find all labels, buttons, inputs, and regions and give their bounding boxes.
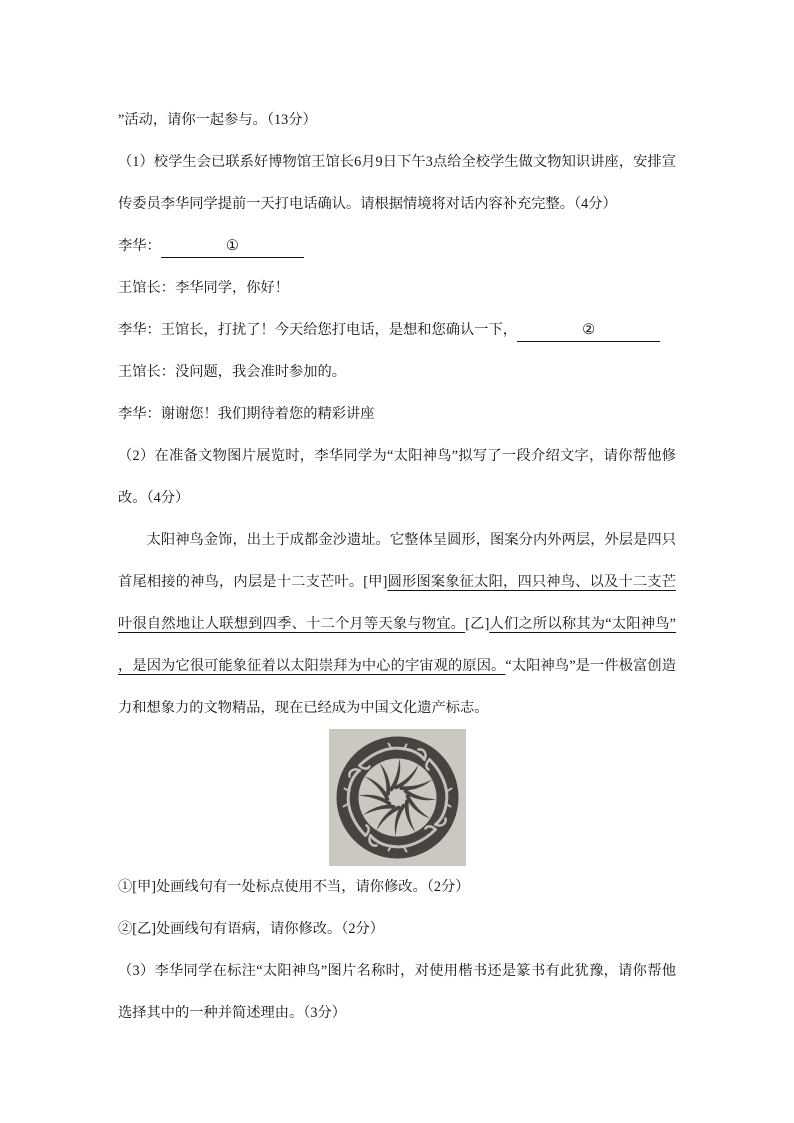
text-run: 李华：: [118, 238, 161, 254]
text-run: ①[甲]处画线句有一处标点使用不当，请你修改。（2分）: [118, 879, 470, 895]
answer-blank: ②: [517, 320, 660, 342]
text-run: （2）在准备文物图片展览时，李华同学为“太阳神鸟”拟写了一段介绍文字，请你帮他修改。（4分）: [118, 448, 676, 506]
text-run: 李华：谢谢您！我们期待着您的精彩讲座: [118, 406, 375, 422]
text-run: “太阳神鸟”是一件极富创造力和想象力的文物精品，现在已经成为中国文化遗产标志。: [118, 658, 676, 716]
sub-question-yi: [118, 908, 676, 950]
text-run: ”活动，请你一起参与。（13分）: [118, 112, 317, 128]
question-3: [118, 950, 676, 1034]
intro-line: [118, 99, 676, 141]
question-1: [118, 141, 676, 225]
sun-bird-figure: [118, 729, 676, 866]
text-run: （3）李华同学在标注“太阳神鸟”图片名称时，对使用楷书还是篆书有此犹豫，请你帮他选择其中的一种并简述理由。（3分）: [118, 963, 676, 1021]
passage-paragraph: [118, 519, 676, 729]
question-2: [118, 435, 676, 519]
dialog-line-wangguanzhang-2: [118, 351, 676, 393]
sub-question-jia: [118, 866, 676, 908]
dialog-line-lihua-3: [118, 393, 676, 435]
sun-bird-artifact-image: [329, 729, 466, 866]
dialog-line-wangguanzhang-1: [118, 267, 676, 309]
text-run: （1）校学生会已联系好博物馆王馆长6月9日下午3点给全校学生做文物知识讲座，安排宣传委员李华同学提前一天打电话确认。请根据情境将对话内容补充完整。（4分）: [118, 154, 676, 212]
dialog-line-lihua-2: [118, 309, 676, 351]
underlined-text: 人们之所以称其为“太阳神鸟”，是因为它很可能象征着以太阳崇拜为中心的宇宙观的原因。: [118, 616, 676, 674]
dialog-line-lihua-1: [118, 225, 676, 267]
text-run: ②[乙]处画线句有语病，请你修改。（2分）: [118, 921, 384, 937]
sun-center-disc: [358, 759, 436, 837]
text-run: 王馆长：李华同学，你好！: [118, 280, 290, 296]
answer-blank: ①: [161, 236, 304, 258]
text-run: 李华：王馆长，打扰了！今天给您打电话，是想和您确认一下，: [118, 322, 518, 338]
text-run: 太阳神鸟金饰，出土于成都金沙遗址。它整体呈圆形，图案分内外两层，外层是四只首尾相接的神鸟，内层是十二支芒叶。[甲]: [118, 532, 676, 590]
text-run: [乙]: [465, 616, 490, 632]
text-run: 王馆长：没问题，我会准时参加的。: [118, 364, 347, 380]
underlined-text: 圆形图案象征太阳，四只神鸟、以及十二支芒叶很自然地让人联想到四季、十二个月等天象与物宜。: [118, 574, 676, 632]
